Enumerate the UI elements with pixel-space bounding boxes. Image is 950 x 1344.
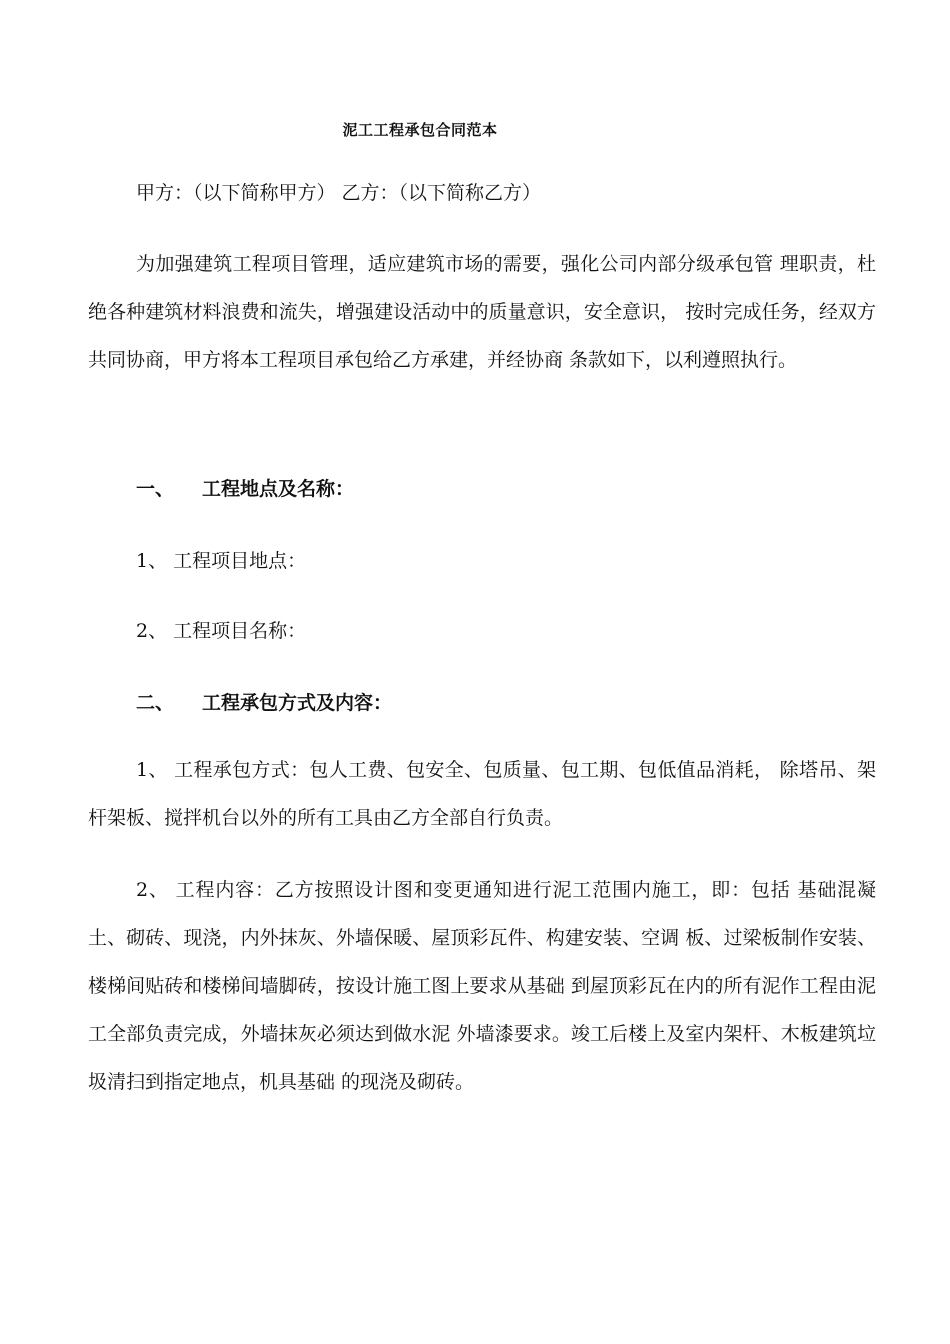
document-title: 泥工工程承包合同范本 xyxy=(342,121,498,139)
section-2-title: 工程承包方式及内容： xyxy=(202,692,393,714)
section-2-item-1: 1、 工程承包方式：包人工费、包安全、包质量、包工期、包低值品消耗， 除塔吊、架杆架板、搅拌机台以外的所有工具由乙方全部自行负责。 xyxy=(88,759,876,829)
section-2-heading xyxy=(136,688,392,715)
section-2-item-2: 2、 工程内容：乙方按照设计图和变更通知进行泥工范围内施工，即：包括 基础混凝土、砌砖、现浇，内外抹灰、外墙保暖、屋顶彩瓦件、构建安装、空调 板、过梁板制作安装、楼梯间贴砖和楼梯间墙脚砖，按设计施工图上要求从基础 到屋顶彩瓦在内的所有泥作工程由泥工全部负责完成，外墙抹灰必须达到做水泥 外墙漆要求。竣工后楼上及室内架杆、木板建筑垃圾清扫到指定地点，机具基础 的现浇及砌砖。 xyxy=(88,879,876,1093)
section-2-number: 二、 xyxy=(136,692,175,714)
intro-paragraph: 为加强建筑工程项目管理，适应建筑市场的需要，强化公司内部分级承包管 理职责，杜绝各种建筑材料浪费和流失，增强建设活动中的质量意识，安全意识， 按时完成任务，经双方共同协商，甲方将本工程项目承包给乙方承建，并经协商 条款如下，以利遵照执行。 xyxy=(88,253,876,371)
section-1-heading xyxy=(136,474,354,501)
section-1-number: 一、 xyxy=(136,478,175,500)
section-1-title: 工程地点及名称： xyxy=(202,478,355,500)
section-1-item-1: 1、 工程项目地点： xyxy=(136,550,307,572)
parties-line: 甲方：（以下简称甲方） 乙方：（以下简称乙方） xyxy=(136,182,542,204)
section-1-item-2: 2、 工程项目名称： xyxy=(136,620,307,642)
